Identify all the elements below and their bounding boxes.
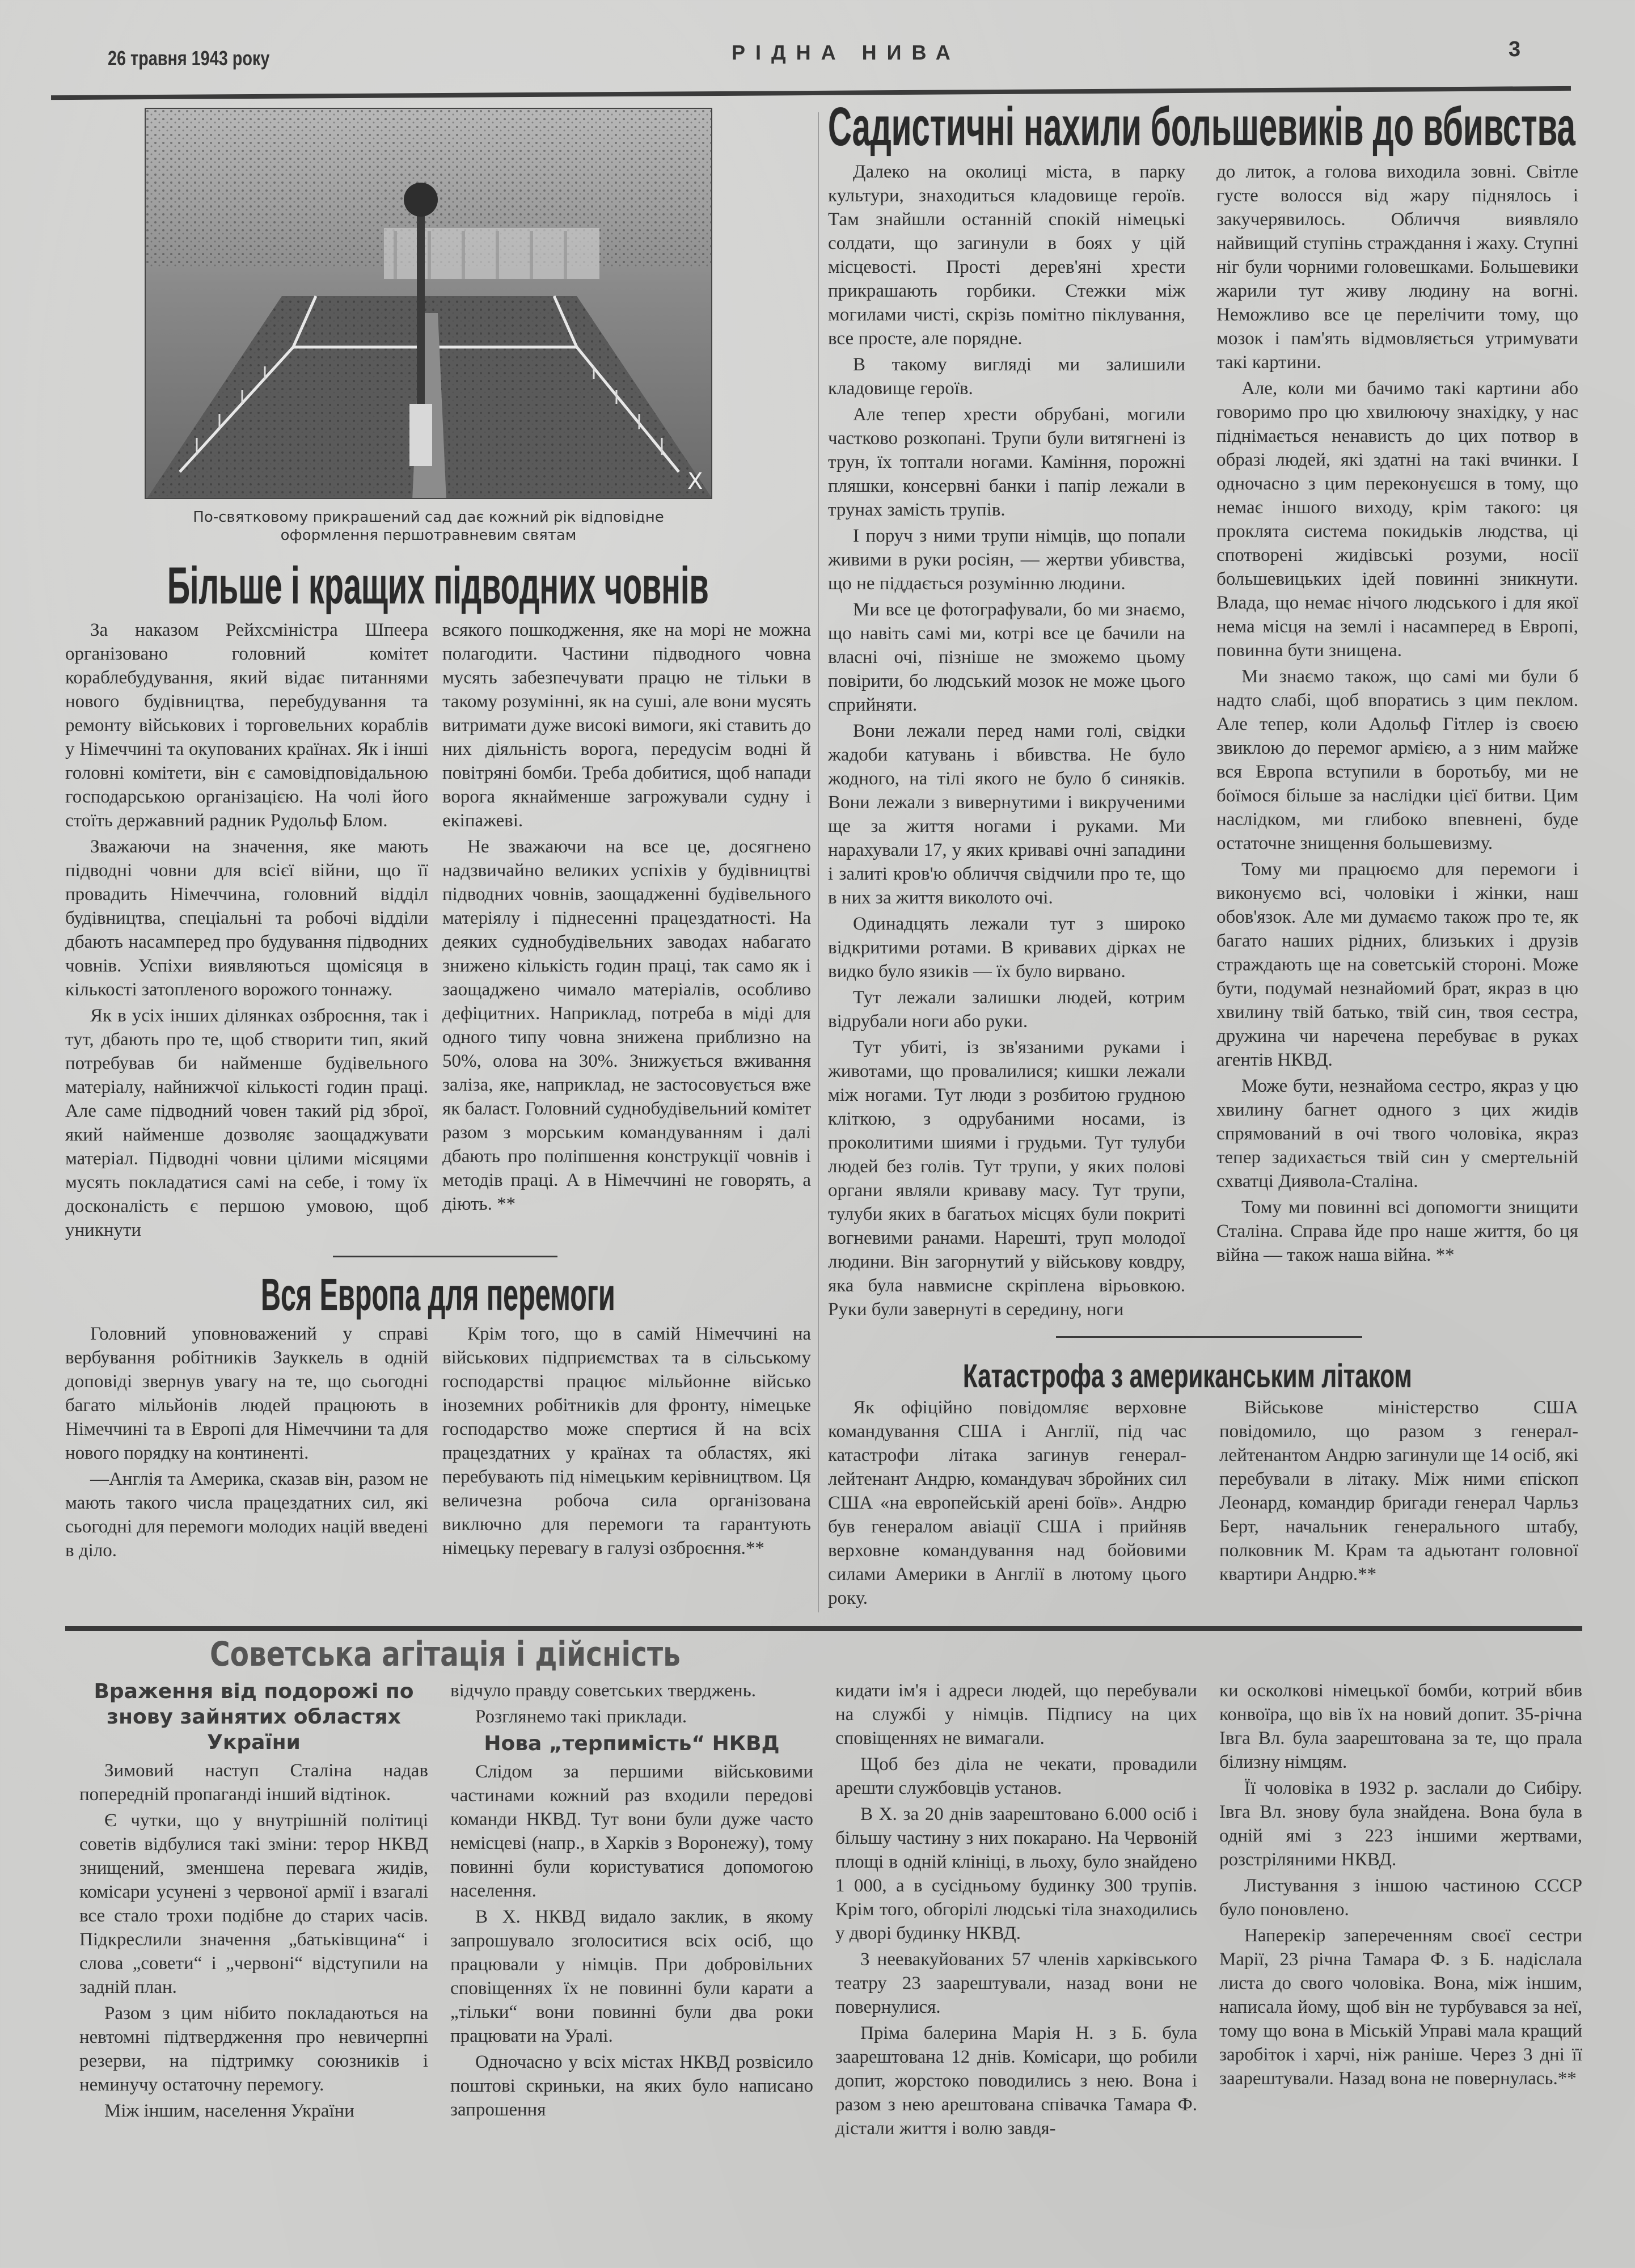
paragraph: Зважаючи на значення, яке мають підводні човни для всієї війни, що її провадить Німеччина, головний відділ будівництва, спеціальні та робочі відділи дбають насамперед про будування підводних човнів. Успіхи виявляються щомісяця в кількості затопленого ворожого тоннажу. xyxy=(65,837,428,1000)
article-plane-col-2 xyxy=(1219,1396,1578,1589)
paragraph: відчуло правду советських тверджень. xyxy=(450,1680,756,1701)
headline-plane xyxy=(963,1358,1412,1395)
newspaper-title: РІДНА НИВА xyxy=(732,41,961,64)
article-agitation xyxy=(65,1679,1582,2143)
paragraph: Одночасно у всіх містах НКВД розвісило поштові скриньки, на яких було написано запрошення xyxy=(450,2052,813,2120)
paragraph: Між іншим, населення України xyxy=(104,2101,354,2121)
paragraph: Головний уповноважений у справі вербування робітників Зауккель в одній доповіді звернув увагу на те, що сьогодні багато мільйонів людей працюють в Німеччині та в Европі для Німеччини та для нового порядку на континенті. xyxy=(65,1324,428,1463)
upper-section xyxy=(65,96,1578,1612)
paragraph: кидати ім'я і адреси людей, що перебували на службі у німців. Підпису на цих сповіщеннях не вимагали. xyxy=(835,1680,1197,1748)
paragraph: Листування з іншою частиною СССР було поновлено. xyxy=(1219,1876,1582,1920)
right-half xyxy=(828,96,1578,1612)
headline-plane-text: Катастрофа з американським літаком xyxy=(963,1358,1412,1395)
paragraph: Разом з цим нібито покладаються на невтомні підтвердження про невичерпні резерви, на підтримку союзників і неминучу остаточну перемогу. xyxy=(79,2003,428,2095)
article-submarines xyxy=(65,618,811,1244)
section-rule xyxy=(65,1626,1582,1631)
paragraph: І поруч з ними трупи німців, що попали живими в руки росіян, — жертви убивства, що не піддається розумінню людини. xyxy=(828,526,1185,594)
paragraph: Щоб без діла не чекати, провадили арешти службовців установ. xyxy=(835,1754,1197,1798)
article-agitation-col-2 xyxy=(450,1679,813,2124)
paragraph: В Х. за 20 днів заарештовано 6.000 осіб і більшу частину з них покарано. На Червоній площі в одній клініці, в льоху, було знайдено 1 000, а в сусідньому будинку 300 трупів. Крім того, обгорілі людські тіла знаходились у дворі будинку НКВД. xyxy=(835,1804,1197,1944)
paragraph: Тут лежали залишки людей, котрим відрубали ноги або руки. xyxy=(828,987,1185,1032)
paragraph: ки осколкові німецької бомби, котрий вбив конвоїра, що вів їх на новий допит. 35-річна Івга Вл. була заарештована за те, що прала білизну німцям. xyxy=(1219,1680,1582,1772)
photo-mark: X xyxy=(687,468,703,495)
paragraph: Тут убиті, із зв'язаними руками і животами, що провалилися; кишки лежали між ногами. Тут люди з розбитою грудною кліткою, з одрубаними носами, із проколитими шиями і грудьми. Тут тулуби людей без голів. Тут трупи, у яких полові органи являли криваву масу. Тут трупи, тулуби яких в багатьох місцях були покриті вогневими ранами. Нарешті, труп молодої людини. Він загорнутий у військову ковдру, яка була навмисне скріплена вірьовкою. Руки були завернуті в середину, ноги xyxy=(828,1037,1185,1320)
paragraph: Але тепер хрести обрубані, могили частково розкопані. Трупи були витягнені із трун, їх топтали ногами. Каміння, порожні пляшки, консервні банки і папір лежали в трунах замість трупів. xyxy=(828,404,1185,520)
paragraph: Наперекір запереченням своєї сестри Марії, 23 річна Тамара Ф. з Б. надіслала листа до свого чоловіка. Вона, між іншим, написала йому, щоб він не турбувався за неї, тому що вона в Міській Управі мала кращий заробіток і харчі, ніж раніше. Через 3 дні її заарештували. Назад вона не повернулась.** xyxy=(1219,1925,1582,2089)
paragraph: Може бути, незнайома сестро, якраз у цю хвилину багнет одного з цих жидів спрямований в очі твого чоловіка, якраз тепер задихається твій син у смертельній схватці Диявола-Сталіна. xyxy=(1216,1076,1578,1192)
headline-sadistic-text: Садистичні нахили большевиків до вбивства xyxy=(828,96,1575,157)
separator-rule xyxy=(1056,1336,1362,1338)
article-europe xyxy=(65,1322,811,1565)
paragraph: Одинадцять лежали тут з широко відкритими ротами. В кривавих дірках не видко було язиків — їх було вирвано. xyxy=(828,914,1185,982)
headline-sadistic xyxy=(828,96,1575,157)
headline-europe-text: Вся Европа для перемоги xyxy=(261,1269,615,1320)
left-half xyxy=(65,101,811,1565)
article-sadistic-col-2 xyxy=(1216,160,1578,1269)
paragraph: Слідом за першими військовими частинами кожний раз входили передові команди НКВД. Тут вони були дуже часто немісцеві (напр., в Харків з Воронежу), тому повинні були користуватися допомогою населення. xyxy=(450,1762,813,1901)
article-europe-col-1 xyxy=(65,1322,428,1565)
subheading: Враження від подорожі по знову зайнятих областях України xyxy=(94,1680,414,1754)
paragraph: Її чоловіка в 1932 р. заслали до Сибіру. Івга Вл. знову була знайдена. Вона була в одній ямі з 223 іншими жертвами, розстріляними НКВД. xyxy=(1219,1778,1582,1870)
paragraph: Ми все це фотографували, бо ми знаємо, що навіть самі ми, котрі все це бачили на власні очі, пізніше не зможемо цьому повірити, бо людський мозок не може цього сприйняти. xyxy=(828,599,1185,715)
garden-photo-image xyxy=(146,109,712,499)
article-sadistic xyxy=(828,160,1578,1324)
paragraph: Тому ми працюємо для перемоги і виконуємо всі, чоловіки і жінки, наш обов'язок. Але ми думаємо також про те, як багато наших рідних, близьких і друзів страждають ще на советській стороні. Може бути, подумай незнайомий брат, якраз в цю хвилину твій батько, твій син, твоя сестра, дружина чи наречена перебуває в руках агентів НКВД. xyxy=(1216,859,1578,1070)
paragraph: Є чутки, що у внутрішній політиці советів відбулися такі зміни: терор НКВД знищений, зменшена перевага жидів, комісари усунені з червоної армії і взагалі все стало трохи подібне до старих часів. Підкреслили значення „батьківщина“ і слова „совети“ і „червоні“ відступили на задній план. xyxy=(79,1810,428,1997)
article-agitation-col-3 xyxy=(835,1679,1197,2143)
paragraph: Пріма балерина Марія Н. з Б. була заарештована 12 днів. Комісари, що робили допит, жорстоко поводились з нею. Вона і разом з нею арештована співачка Тамара Ф. дістали життя і волю завдя- xyxy=(835,2023,1197,2139)
paragraph: всякого пошкодження, яке на морі не можна полагодити. Частини підводного човна мусять забезпечувати працю не тільки в такому розумінні, як на суші, але вони мусять витримати дуже високі вимоги, які ставить до них діяльність ворога, передусім водні й повітряні бомби. Треба добитися, щоб напади ворога якнайменше загрожували судну і екіпажеві. xyxy=(442,620,811,831)
paragraph: до литок, а голова виходила зовні. Світле густе волосся від жару піднялось і закучерявилось. Обличчя виявляло найвищий ступінь страждання і жаху. Ступні ніг були чорними головешками. Большевики жарили тут живу людину на вогні. Неможливо все це перелічити тому, що мозок і пам'ять відмовляється утримувати такі картини. xyxy=(1216,162,1578,373)
article-agitation-col-1 xyxy=(79,1679,428,2125)
paragraph: За наказом Рейхсміністра Шпеера організовано головний комітет кораблебудування, який відає питаннями нового будівництва, перебудування та ремонту військових і торговельних кораблів у Німеччині та окупованих країнах. Як і інші головні комітети, він є самовідповідальною господарською організацією. На чолі його стоїть державний радник Рудольф Блом. xyxy=(65,620,428,831)
paragraph: Як в усіх інших ділянках озброєння, так і тут, дбають про те, щоб створити тип, який потребував би найменше будівельного матеріалу, найнижчої кількості годин праці. Але саме підводний човен такий рід зброї, який найменше дозволяє заощаджувати матеріал. Підводні човни цілими місяцями мусять покладатися самі на себе, і тому їх досконалість є першою умовою, щоб уникнути xyxy=(65,1006,428,1240)
page-number: 3 xyxy=(1509,37,1521,61)
paragraph: Зимовий наступ Сталіна надав попередній пропаганді інший відтінок. xyxy=(79,1760,428,1805)
vertical-column-rule xyxy=(818,112,819,1612)
article-plane xyxy=(828,1396,1578,1612)
paragraph: Військове міністерство США повідомило, що разом з генерал-лейтенантом Андрю загинули ще 14 осіб, які перебували в літаку. Між ними єпіскоп Леонард, командир бригади генерал Чарльз Берт, начальник генерального штабу, полковник М. Крам та адьютант головної квартири Андрю.** xyxy=(1219,1397,1578,1585)
paragraph: Не зважаючи на все це, досягнено надзвичайно великих успіхів у будівництві підводних човнів, заощадженні будівельного матеріялу і піднесенні працездатності. На деяких суднобудівельних заводах набагато знижено кількість годин праці, так само як і заощаджено чимало матеріалів, особливо дефіцитних. Наприклад, потреба в міді для одного типу човна знижена приблизно на 50%, олова на 30%. Знижується вживання заліза, яке, наприклад, не застосовується вже як баласт. Головний суднобудівельний комітет разом з морським командуванням і далі дбають про поліпшення конструкції човнів і методів праці. А в Німеччині не говорять, а діють. ** xyxy=(442,837,811,1214)
paragraph: —Англія та Америка, сказав він, разом не мають такого числа працездатних сил, які сьогодні для перемоги молодих націй введені в діло. xyxy=(65,1469,428,1561)
paragraph: Розглянемо такі приклади. xyxy=(475,1707,687,1727)
article-sadistic-col-1 xyxy=(828,160,1185,1324)
headline-submarines xyxy=(167,557,709,615)
article-europe-col-2 xyxy=(442,1322,811,1562)
paragraph: Крім того, що в самій Німеччині на військових підприємствах та в сільському господарстві працює мільйонне військо іноземних робітників для фронту, німецьке господарство може спертися й на всіх працездатних у країнах та областях, які перебувають під німецьким керівництвом. Ця величезна робоча сила організована виключно для перемоги та гарантують німецьку перевагу в галузі озброєння.** xyxy=(442,1324,811,1559)
article-plane-col-1 xyxy=(828,1396,1186,1612)
paragraph: Як офіційно повідомляє верховне командування США і Англії, під час катастрофи літака загинув генерал-лейтенант Андрю, командувач збройних сил США «на европейській арені боїв». Андрю був генералом авіації США і прийняв верховне командування над бойовими силами Америки в Англії в лютому цього року. xyxy=(828,1397,1186,1608)
paragraph: З неевакуйованих 57 членів харківського театру 23 заарештували, назад вони не повернулися. xyxy=(835,1949,1197,2017)
headline-agitation xyxy=(210,1636,681,1673)
headline-agitation-text: Советська агітація і дійсність xyxy=(210,1635,681,1674)
separator-rule xyxy=(333,1256,557,1257)
paragraph: Далеко на околиці міста, в парку культури, знаходиться кладовище героїв. Там знайшли останній спокій німецькі солдати, що загинули в боях у цій місцевості. Прості дерев'яні хрести прикрашають горбики. Стежки між могилами чисті, скрізь помітно піклування, все просте, але порядне. xyxy=(828,162,1185,349)
headline-europe xyxy=(261,1269,615,1320)
photo-caption: По-святковому прикрашений сад дає кожний рік відповідне оформлення першотравневим святам xyxy=(193,509,664,544)
paragraph: Ми знаємо також, що самі ми були б надто слабі, щоб впоратись з цим пеклом. Але тепер, коли Адольф Гітлер із своєю звиклою до перемог армією, а з ним майже вся Европа вступили в боротьбу, ми не боїмося більше за наслідки цієї битви. Цим наслідком, ми глибоко впевнені, буде остаточне знищення большевизму. xyxy=(1216,666,1578,854)
cemetery-garden-photo xyxy=(145,108,712,499)
paragraph: Тому ми повинні всі допомогти знищити Сталіна. Справа йде про наше життя, бо ця війна — також наша війна. ** xyxy=(1216,1197,1578,1265)
paragraph: В такому вигляді ми залишили кладовище героїв. xyxy=(828,354,1185,399)
headline-submarines-text: Більше і кращих підводних човнів xyxy=(167,557,709,615)
article-submarines-col-1 xyxy=(65,618,428,1244)
paragraph: В Х. НКВД видало заклик, в якому запрошувало зголоситися всіх осіб, що працювали у німців. При добровільних сповіщеннях їх не повинні були карати а „тільки“ вони повинні були два роки працювати на Уралі. xyxy=(450,1907,813,2046)
subheading: Нова „терпимість“ НКВД xyxy=(484,1732,780,1755)
lower-section xyxy=(65,1626,1582,2143)
paragraph: Вони лежали перед нами голі, свідки жадоби катувань і вбивства. Не було жодного, на тілі якого не було б синяків. Вони лежали з вивернутими і викрученими ще за життя ногами і руками. Ми нарахували 17, у яких криваві очні западини і залиті кров'ю обличчя свідчили про те, що в них за життя виколото очі. xyxy=(828,721,1185,908)
issue-date: 26 травня 1943 року xyxy=(108,47,270,70)
article-submarines-col-2 xyxy=(442,618,811,1218)
article-agitation-col-4 xyxy=(1219,1679,1582,2093)
paragraph: Але, коли ми бачимо такі картини або говоримо про цю хвилюючу знахідку, у нас піднімається ненависть до цих потвор в образі людей, які здатні на такі вчинки. І одночасно з цим переконуєшся в тому, що немає іншого виходу, крім такого: ця проклята система покидьків людства, ці спотворені жидівські розуми, носії большевицьких ідей повинні зникнути. Влада, що немає нічого людського і для якої нема місця на землі і насамперед в Европі, повинна бути знищена. xyxy=(1216,378,1578,661)
